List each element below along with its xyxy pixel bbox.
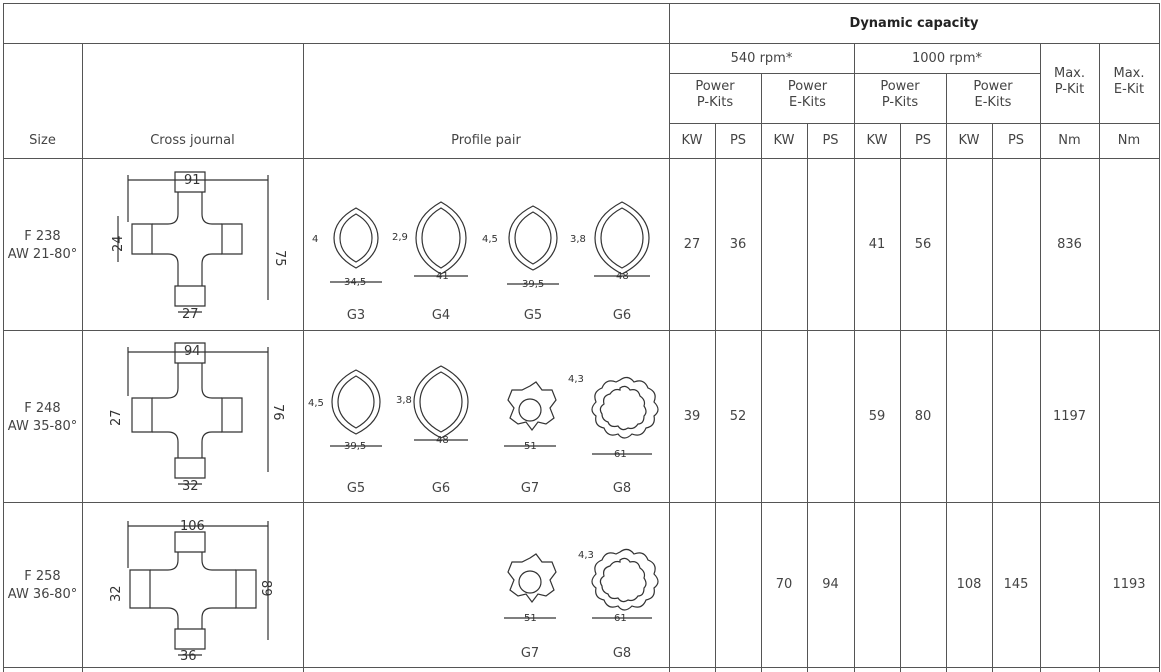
profile-shape-g3 xyxy=(330,208,382,282)
size-angle: AW 21-80° xyxy=(7,247,78,262)
profile-label: G4 xyxy=(431,308,451,323)
profile-shape-g7-row2 xyxy=(504,382,556,446)
size-name: F 258 xyxy=(24,569,61,584)
profile-width-g8-row3: 61 xyxy=(614,613,627,624)
journal-dim-bottom-2: 32 xyxy=(182,479,199,494)
profile-shape-g5-row2 xyxy=(330,370,382,446)
size-angle: AW 35-80° xyxy=(7,419,78,434)
value-cell xyxy=(1040,502,1099,667)
profile-label: G7 xyxy=(520,481,540,496)
value-cell xyxy=(1099,158,1159,330)
size-cell xyxy=(3,400,82,436)
profile-width-g7-row3: 51 xyxy=(524,613,537,624)
header-power-label: Power xyxy=(973,79,1013,94)
profile-thickness-g6: 3,8 xyxy=(570,234,586,245)
journal-dim-left-2: 27 xyxy=(109,409,124,426)
value-cell xyxy=(669,502,715,667)
cross-journal-drawing-2 xyxy=(128,343,268,484)
value-cell xyxy=(854,502,900,667)
profile-width-g6: 48 xyxy=(616,271,629,282)
header-kw: KW xyxy=(866,133,888,148)
value-cell: 145 xyxy=(1003,577,1029,592)
header-power-e-kits-1000 xyxy=(946,79,1040,111)
header-cross-journal: Cross journal xyxy=(150,133,235,148)
profile-label: G3 xyxy=(346,308,366,323)
header-ps: PS xyxy=(822,133,839,148)
size-name: F 238 xyxy=(24,229,61,244)
header-size: Size xyxy=(29,133,56,148)
value-cell xyxy=(807,158,854,330)
journal-dim-top-3: 106 xyxy=(180,519,205,534)
value-cell: 80 xyxy=(914,408,932,424)
journal-dim-right-2: 76 xyxy=(270,404,285,421)
profile-thickness-g8-row2: 4,3 xyxy=(568,374,584,385)
profile-label: G7 xyxy=(520,646,540,661)
value-cell xyxy=(946,158,992,330)
profile-label: G5 xyxy=(523,308,543,323)
value-cell: 94 xyxy=(822,577,839,592)
header-nm: Nm xyxy=(1058,133,1081,148)
profile-shape-g6 xyxy=(594,202,650,276)
profile-label: G8 xyxy=(612,481,632,496)
header-e-kit-label: E-Kit xyxy=(1113,82,1145,97)
header-power-p-kits-1000 xyxy=(854,79,946,111)
value-cell: 1193 xyxy=(1112,577,1146,592)
header-power-p-kits-540 xyxy=(669,79,761,111)
profile-width-g5-row2: 39,5 xyxy=(344,441,367,452)
header-power-label: Power xyxy=(787,79,828,94)
header-1000rpm: 1000 rpm* xyxy=(912,51,982,66)
header-max-label: Max. xyxy=(1053,66,1085,81)
profile-width-g6-row2: 48 xyxy=(436,435,449,446)
header-max-label: Max. xyxy=(1113,66,1145,81)
value-cell: 56 xyxy=(914,236,932,252)
value-cell xyxy=(992,158,1040,330)
value-cell: 27 xyxy=(683,236,701,252)
value-cell xyxy=(946,330,992,502)
journal-dim-left-3: 32 xyxy=(109,585,124,602)
header-max-p-kit xyxy=(1040,66,1099,98)
profile-label: G6 xyxy=(612,308,632,323)
profile-width-g4: 41 xyxy=(436,271,449,282)
header-e-kits-label: E-Kits xyxy=(974,95,1012,110)
header-ps: PS xyxy=(729,133,747,148)
profile-shape-g5 xyxy=(507,206,559,284)
cross-journal-drawing-3 xyxy=(128,521,268,655)
header-kw: KW xyxy=(773,133,795,148)
size-name: F 248 xyxy=(24,401,61,416)
value-cell: 1197 xyxy=(1052,408,1087,424)
header-p-kits-label: P-Kits xyxy=(696,95,734,110)
profile-width-g7-row2: 51 xyxy=(524,441,537,452)
profile-thickness-g5-row2: 4,5 xyxy=(308,398,324,409)
size-angle: AW 36-80° xyxy=(7,587,78,602)
value-cell: 52 xyxy=(729,408,747,424)
profile-shape-g4 xyxy=(414,202,468,276)
journal-dim-right-1: 75 xyxy=(272,250,287,267)
value-cell xyxy=(992,330,1040,502)
profile-width-g3: 34,5 xyxy=(344,277,367,288)
journal-dim-bottom-3: 36 xyxy=(180,649,197,664)
profile-thickness-g8-row3: 4,3 xyxy=(578,550,594,561)
header-p-kit-label: P-Kit xyxy=(1054,82,1085,97)
header-p-kits-label: P-Kits xyxy=(881,95,919,110)
journal-dim-bottom-1: 27 xyxy=(182,307,199,322)
header-540rpm: 540 rpm* xyxy=(730,51,793,66)
journal-dim-top-1: 91 xyxy=(184,173,201,188)
header-power-label: Power xyxy=(880,79,920,94)
profile-shape-g8-row2 xyxy=(592,377,658,454)
size-cell xyxy=(3,568,82,604)
profile-label: G8 xyxy=(612,646,632,661)
header-dynamic-capacity: Dynamic capacity xyxy=(849,16,979,31)
value-cell: 70 xyxy=(775,577,793,592)
journal-dim-top-2: 94 xyxy=(184,344,201,359)
profile-thickness-g4: 2,9 xyxy=(392,232,408,243)
profile-shape-g6-row2 xyxy=(414,366,468,440)
profile-label: G5 xyxy=(346,481,366,496)
value-cell xyxy=(761,330,807,502)
profile-shape-g8-row3 xyxy=(592,549,658,618)
journal-dim-right-3: 89 xyxy=(258,580,273,597)
value-cell: 59 xyxy=(868,408,886,424)
profile-label: G6 xyxy=(431,481,451,496)
value-cell: 36 xyxy=(729,236,747,252)
cross-journal-drawing-1 xyxy=(118,172,268,312)
value-cell: 836 xyxy=(1057,236,1082,252)
value-cell xyxy=(1099,330,1159,502)
profile-thickness-g6-row2: 3,8 xyxy=(396,395,412,406)
value-cell: 108 xyxy=(956,577,982,592)
header-ps: PS xyxy=(1007,133,1025,148)
journal-dim-left-1: 24 xyxy=(111,235,126,252)
profile-thickness-g5: 4,5 xyxy=(482,234,498,245)
size-cell xyxy=(3,228,82,264)
profile-width-g8-row2: 61 xyxy=(614,449,627,460)
header-nm: Nm xyxy=(1117,133,1141,148)
profile-width-g5: 39,5 xyxy=(522,279,545,290)
header-max-e-kit xyxy=(1099,66,1159,98)
value-cell: 39 xyxy=(683,408,701,424)
header-ps: PS xyxy=(914,133,932,148)
value-cell: 41 xyxy=(868,236,886,252)
profile-shape-g7-row3 xyxy=(504,554,556,618)
header-kw: KW xyxy=(681,133,703,148)
profile-thickness-g3: 4 xyxy=(312,234,319,245)
header-e-kits-label: E-Kits xyxy=(789,95,826,110)
header-kw: KW xyxy=(958,133,980,148)
value-cell xyxy=(715,502,761,667)
value-cell xyxy=(900,502,946,667)
header-power-label: Power xyxy=(695,79,735,94)
header-profile-pair: Profile pair xyxy=(451,133,521,148)
value-cell xyxy=(761,158,807,330)
value-cell xyxy=(807,330,854,502)
header-power-e-kits-540 xyxy=(761,79,854,111)
